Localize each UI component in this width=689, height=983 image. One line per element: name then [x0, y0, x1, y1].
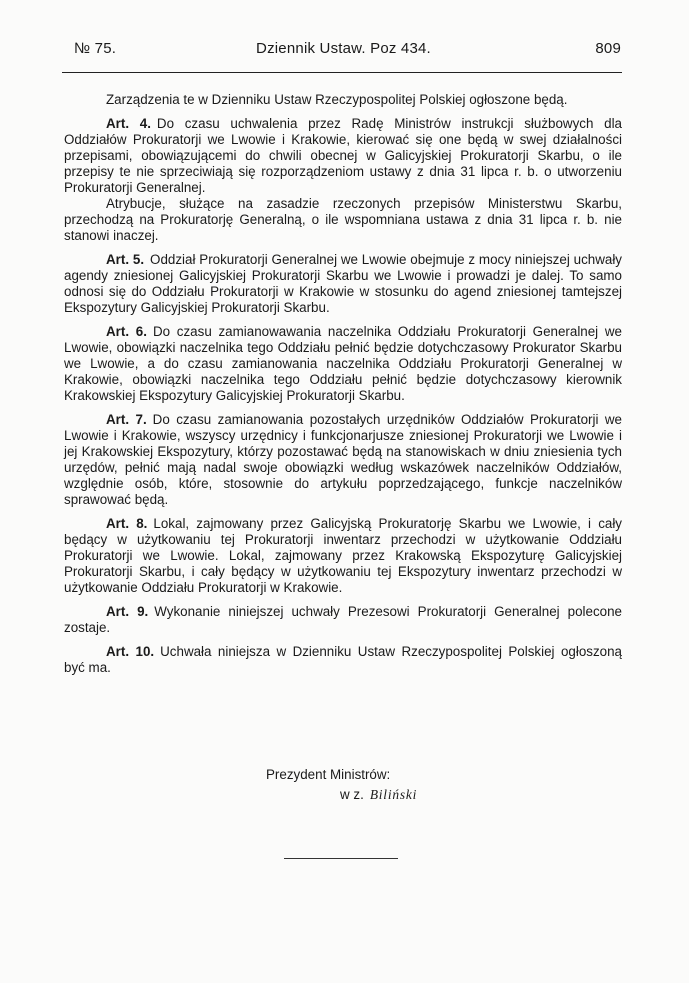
issue-number: № 75.	[74, 40, 117, 57]
article-label: Art. 10.	[106, 644, 155, 659]
paragraph-text: Do czasu zamianowania pozostałych urzędników Oddziałów Prokuratorji we Lwowie i Krakowie, wszyscy urzędnicy i funkcjonarjusze zniesionej Prokuratorji we Lwowie i jej Krakowskiej Ekspozytury, którzy pozostawać będą na stanowiskach w dniu zniesienia tych urzędów, pełnić mają nadal swoje obowiązki według wskazówek naczelników Oddziałów, względnie osób, które, stosownie do artykułu poprzedzającego, funkcje naczelników sprawować będą.	[64, 412, 622, 507]
article-label: Art. 6.	[106, 324, 147, 339]
paragraph-text: Uchwała niniejsza w Dzienniku Ustaw Rzeczypospolitej Polskiej ogłoszoną być ma.	[64, 644, 622, 675]
journal-title: Dziennik Ustaw. Poz 434.	[256, 40, 431, 57]
paragraph-text: Oddział Prokuratorji Generalnej we Lwowie obejmuje z mocy niniejszej uchwały agendy zniesionej Galicyjskiej Prokuratorji Skarbu we Lwowie i prowadzi je dalej. To samo odnosi się do Oddziału Prokuratorji w Krakowie w stosunku do agend zniesionej tamtejszej Ekspozytury Galicyjskiej Prokuratorji Skarbu.	[64, 252, 622, 315]
paragraph-art-6	[64, 324, 622, 404]
paragraph-art-7	[64, 412, 622, 508]
signatory-name: Biliński	[369, 787, 418, 802]
paragraph-intro	[64, 92, 622, 108]
document-body	[64, 92, 622, 684]
article-label: Art. 7.	[106, 412, 147, 427]
article-label: Art. 9.	[106, 604, 149, 619]
signatory-for: w z.	[340, 787, 364, 802]
article-label: Art. 8.	[106, 516, 148, 531]
article-label: Art. 5.	[106, 252, 145, 267]
paragraph-text: Do czasu zamianowawania naczelnika Oddziału Prokuratorji Generalnej we Lwowie, obowiązki naczelnika tego Oddziału pełnić będzie dotychczasowy Prokurator Skarbu we Lwowie, a do czasu zamianowania naczelnika Oddziału Prokuratorji Generalnej w Krakowie, obowiązki naczelnika tego Oddziału pełnić będzie dotychczasowy kierownik Krakowskiej Ekspozytury Galicyjskiej Prokuratorji Skarbu.	[64, 324, 622, 403]
signatory-title: Prezydent Ministrów:	[266, 767, 391, 782]
closing-rule	[284, 858, 398, 859]
page-header	[66, 40, 621, 64]
paragraph-art-9	[64, 604, 622, 636]
paragraph-text: Atrybucje, służące na zasadzie rzeczonych przepisów Ministerstwu Skarbu, przechodzą na Prokuratorję Generalną, o ile wspomniana ustawa z dnia 31 lipca r. b. nie stanowi inaczej.	[64, 196, 622, 243]
signatory-line	[340, 786, 417, 804]
paragraph-art-4-cont	[64, 196, 622, 244]
paragraph-art-8	[64, 516, 622, 596]
paragraph-art-4	[64, 116, 622, 196]
paragraph-art-5	[64, 252, 622, 316]
paragraph-text: Do czasu uchwalenia przez Radę Ministrów instrukcji służbowych dla Oddziałów Prokuratorji we Lwowie i Krakowie, kierować się one będą w swej działalności przepisami, obowiązującemi do chwili obecnej w Galicyjskiej Prokuratorji Skarbu, o ile przepisy te nie sprzeciwiają się rozporządzeniom ustawy z dnia 31 lipca r. b. o utworzeniu Prokuratorji Generalnej.	[64, 116, 622, 195]
paragraph-art-10	[64, 644, 622, 676]
paragraph-text: Lokal, zajmowany przez Galicyjską Prokuratorję Skarbu we Lwowie, i cały będący w użytkowaniu tej Prokuratorji inwentarz przechodzi w użytkowanie Oddziału Prokuratorji we Lwowie. Lokal, zajmowany przez Krakowską Ekspozyturę Galicyjskiej Prokuratorji Skarbu, i cały będący w użytkowaniu tej Ekspozytury inwentarz przechodzi w użytkowanie Oddziału Prokuratorji w Krakowie.	[64, 516, 623, 595]
article-label: Art. 4.	[106, 116, 151, 131]
page-number: 809	[595, 40, 621, 57]
paragraph-text: Wykonanie niniejszej uchwały Prezesowi Prokuratorji Generalnej polecone zostaje.	[64, 604, 623, 635]
header-rule	[62, 72, 622, 73]
paragraph-text: Zarządzenia te w Dzienniku Ustaw Rzeczypospolitej Polskiej ogłoszone będą.	[106, 92, 568, 107]
